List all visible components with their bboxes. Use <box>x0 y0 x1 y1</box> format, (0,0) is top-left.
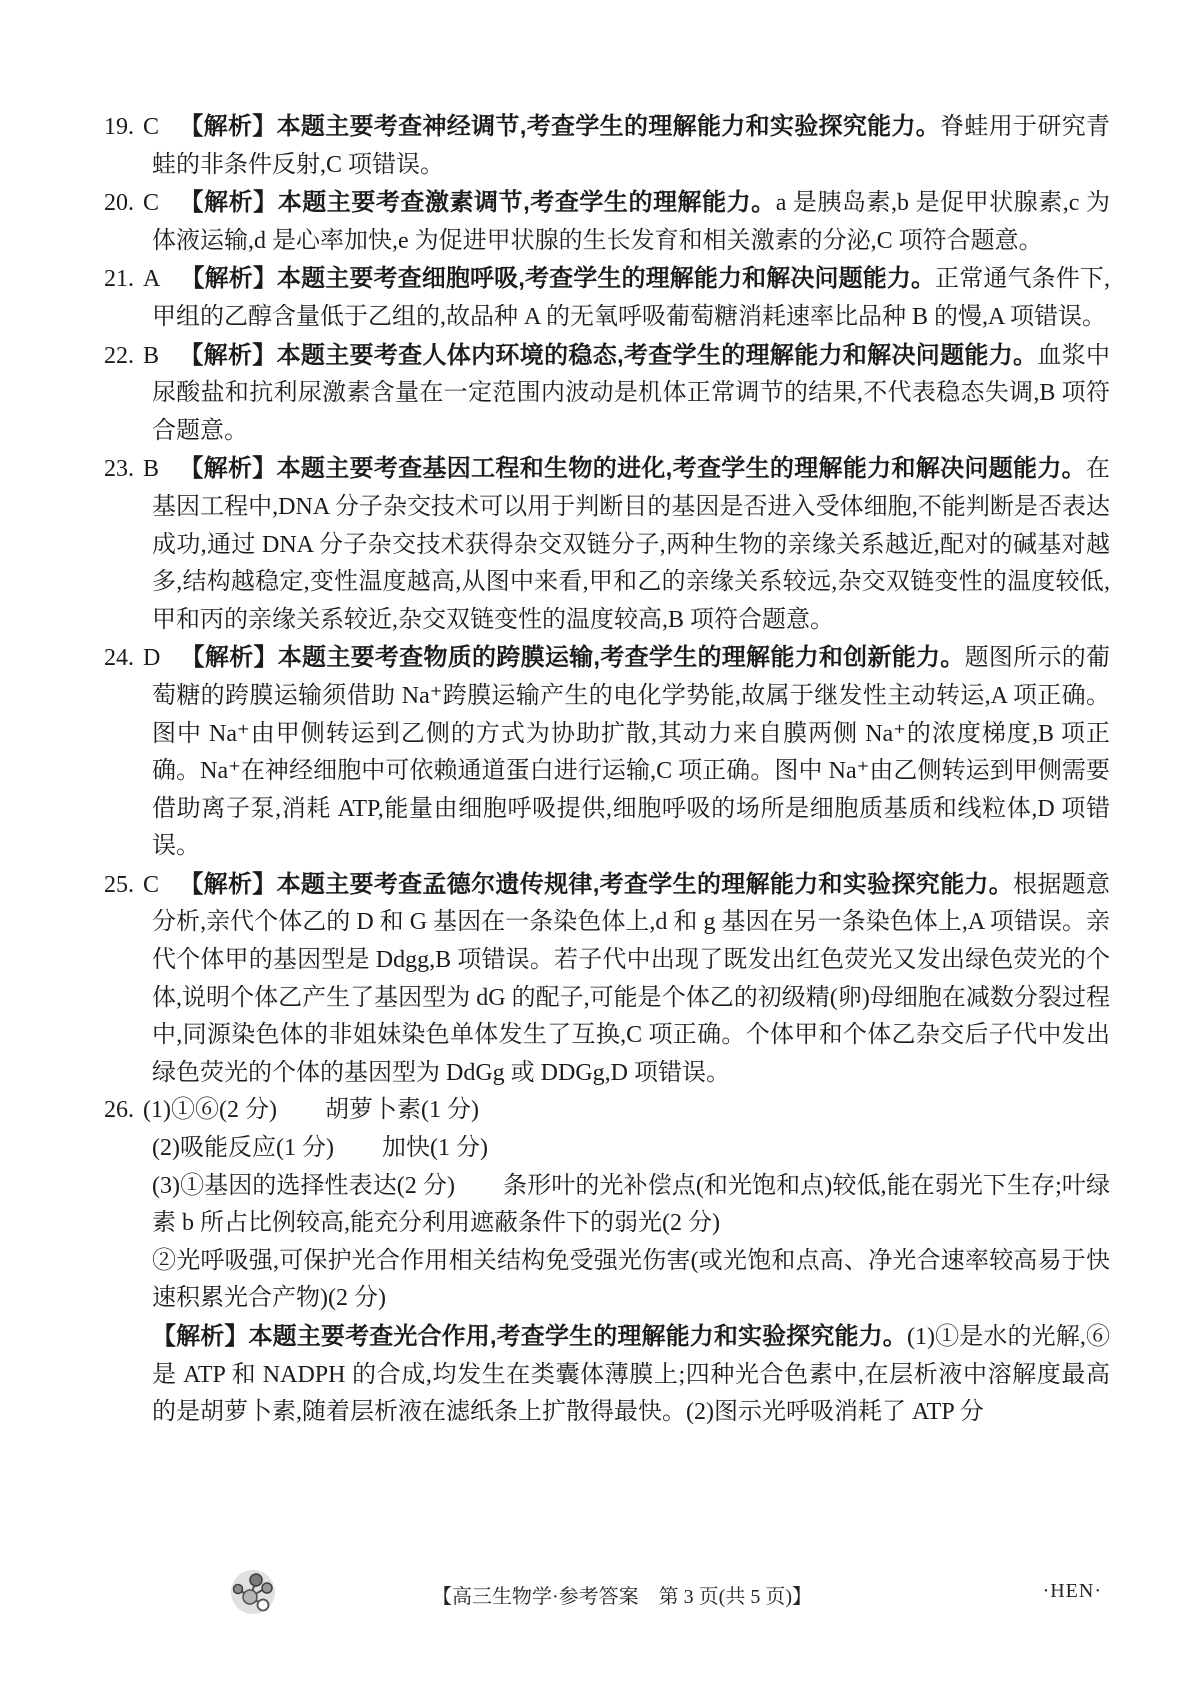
item-explanation-bold: 【解析】本题主要考查基因工程和生物的进化,考查学生的理解能力和解决问题能力。 <box>179 455 1086 483</box>
item-explanation-bold: 【解析】本题主要考查光合作用,考查学生的理解能力和实验探究能力。 <box>152 1323 907 1350</box>
item-answer: B <box>143 342 160 369</box>
molecule-logo-icon <box>228 1570 278 1620</box>
item-26-answer-line-1 <box>104 1092 1110 1130</box>
item-explanation-text: 根据题意分析,亲代个体乙的 D 和 G 基因在一条染色体上,d 和 g 基因在另一条染色体上,A 项错误。亲代个体甲的基因型是 Ddgg,B 项错误。若子代中出现了既发出红色荧光又发出绿色荧光的个体,说明个体乙产生了基因型为 dG 的配子,可能是个体乙的初级精(卵)母细胞在减数分裂过程中,同源染色体的非姐妹染色单体发生了互换,C 项正确。个体甲和个体乙杂交后子代中发出绿色荧光的个体的基因型为 DdGg 或 DDGg,D 项错误。 <box>152 871 1110 1086</box>
item-number: 20. <box>104 190 134 217</box>
item-answer: C <box>143 114 160 140</box>
item-number: 24. <box>104 645 134 672</box>
item-explanation-bold: 【解析】本题主要考查物质的跨膜运输,考查学生的理解能力和创新能力。 <box>180 644 965 672</box>
answer-item-24 <box>104 639 1110 866</box>
answer-item-21 <box>104 260 1110 336</box>
item-answer: C <box>143 871 160 898</box>
item-explanation-text: 脊蛙用于研究青蛙的非条件反射,C 项错误。 <box>152 114 1111 178</box>
item-26-explanation <box>104 1318 1110 1432</box>
answer-item-23 <box>104 450 1110 639</box>
item-explanation-bold: 【解析】本题主要考查人体内环境的稳态,考查学生的理解能力和解决问题能力。 <box>179 341 1038 369</box>
item-answer: B <box>143 456 160 483</box>
item-explanation-text: 血浆中尿酸盐和抗利尿激素含量在一定范围内波动是机体正常调节的结果,不代表稳态失调,B 项符合题意。 <box>152 342 1111 444</box>
answers-content <box>104 108 1110 1432</box>
item-explanation-bold: 【解析】本题主要考查激素调节,考查学生的理解能力。 <box>179 189 776 217</box>
item-explanation-text: a 是胰岛素,b 是促甲状腺素,c 为体液运输,d 是心率加快,e 为促进甲状腺的生长发育和相关激素的分泌,C 项符合题意。 <box>152 190 1110 254</box>
answer-item-25 <box>104 866 1110 1093</box>
item-26-answer-line-2 <box>104 1130 1110 1168</box>
item-number: 21. <box>104 266 134 293</box>
item-explanation-text: (1)①是水的光解,⑥是 ATP 和 NADPH 的合成,均发生在类囊体薄膜上;四种光合色素中,在层析液中溶解度最高的是胡萝卜素,随着层析液在滤纸条上扩散得最快。(2)图示光呼吸消耗了 ATP 分 <box>152 1324 1111 1426</box>
footer-region-code: ·HEN· <box>1042 1580 1102 1602</box>
item-explanation-text: 正常通气条件下,甲组的乙醇含量低于乙组的,故品种 A 的无氧呼吸葡萄糖消耗速率比品种 B 的慢,A 项错误。 <box>152 266 1110 330</box>
footer-page-info: 【高三生物学·参考答案 第 3 页(共 5 页)】 <box>432 1586 812 1608</box>
item-answer: D <box>143 645 161 672</box>
item-explanation-text: 题图所示的葡萄糖的跨膜运输须借助 Na⁺跨膜运输产生的电化学势能,故属于继发性主动转运,A 项正确。图中 Na⁺由甲侧转运到乙侧的方式为协助扩散,其动力来自膜两侧 Na⁺的浓度梯度,B 项正确。Na⁺在神经细胞中可依赖通道蛋白进行运输,C 项正确。图中 Na⁺由乙侧转运到甲侧需要借助离子泵,消耗 ATP,能量由细胞呼吸提供,细胞呼吸的场所是细胞质基质和线粒体,D 项错误。 <box>152 645 1111 860</box>
item-sub-answer: (2)吸能反应(1 分) 加快(1 分) <box>152 1135 488 1162</box>
item-explanation-bold: 【解析】本题主要考查神经调节,考查学生的理解能力和实验探究能力。 <box>179 113 941 140</box>
item-number: 26. <box>104 1097 134 1124</box>
item-sub-answer: (1)①⑥(2 分) 胡萝卜素(1 分) <box>143 1097 479 1124</box>
item-answer: C <box>143 190 160 217</box>
item-26-answer-line-4 <box>104 1243 1110 1318</box>
item-sub-answer: ②光呼吸强,可保护光合作用相关结构免受强光伤害(或光饱和点高、净光合速率较高易于快速积累光合产物)(2 分) <box>152 1247 1110 1312</box>
answer-item-26 <box>104 1092 1110 1431</box>
item-explanation-text: 在基因工程中,DNA 分子杂交技术可以用于判断目的基因是否进入受体细胞,不能判断是否表达成功,通过 DNA 分子杂交技术获得杂交双链分子,两种生物的亲缘关系越近,配对的碱基对越多,结构越稳定,变性温度越高,从图中来看,甲和乙的亲缘关系较远,杂交双链变性的温度较低,甲和丙的亲缘关系较近,杂交双链变性的温度较高,B 项符合题意。 <box>152 456 1110 633</box>
item-sub-answer: (3)①基因的选择性表达(2 分) 条形叶的光补偿点(和光饱和点)较低,能在弱光下生存;叶绿素 b 所占比例较高,能充分利用遮蔽条件下的弱光(2 分) <box>152 1172 1110 1237</box>
item-number: 22. <box>104 342 134 369</box>
item-number: 23. <box>104 456 134 483</box>
footer <box>0 1566 1200 1626</box>
answer-item-19 <box>104 108 1110 184</box>
item-number: 19. <box>104 114 134 140</box>
item-26-answer-line-3 <box>104 1168 1110 1243</box>
item-explanation-bold: 【解析】本题主要考查孟德尔遗传规律,考查学生的理解能力和实验探究能力。 <box>179 870 1014 898</box>
answer-item-20 <box>104 184 1110 260</box>
item-number: 25. <box>104 871 134 898</box>
item-answer: A <box>143 266 161 293</box>
answer-item-22 <box>104 337 1110 451</box>
item-explanation-bold: 【解析】本题主要考查细胞呼吸,考查学生的理解能力和解决问题能力。 <box>180 265 936 293</box>
